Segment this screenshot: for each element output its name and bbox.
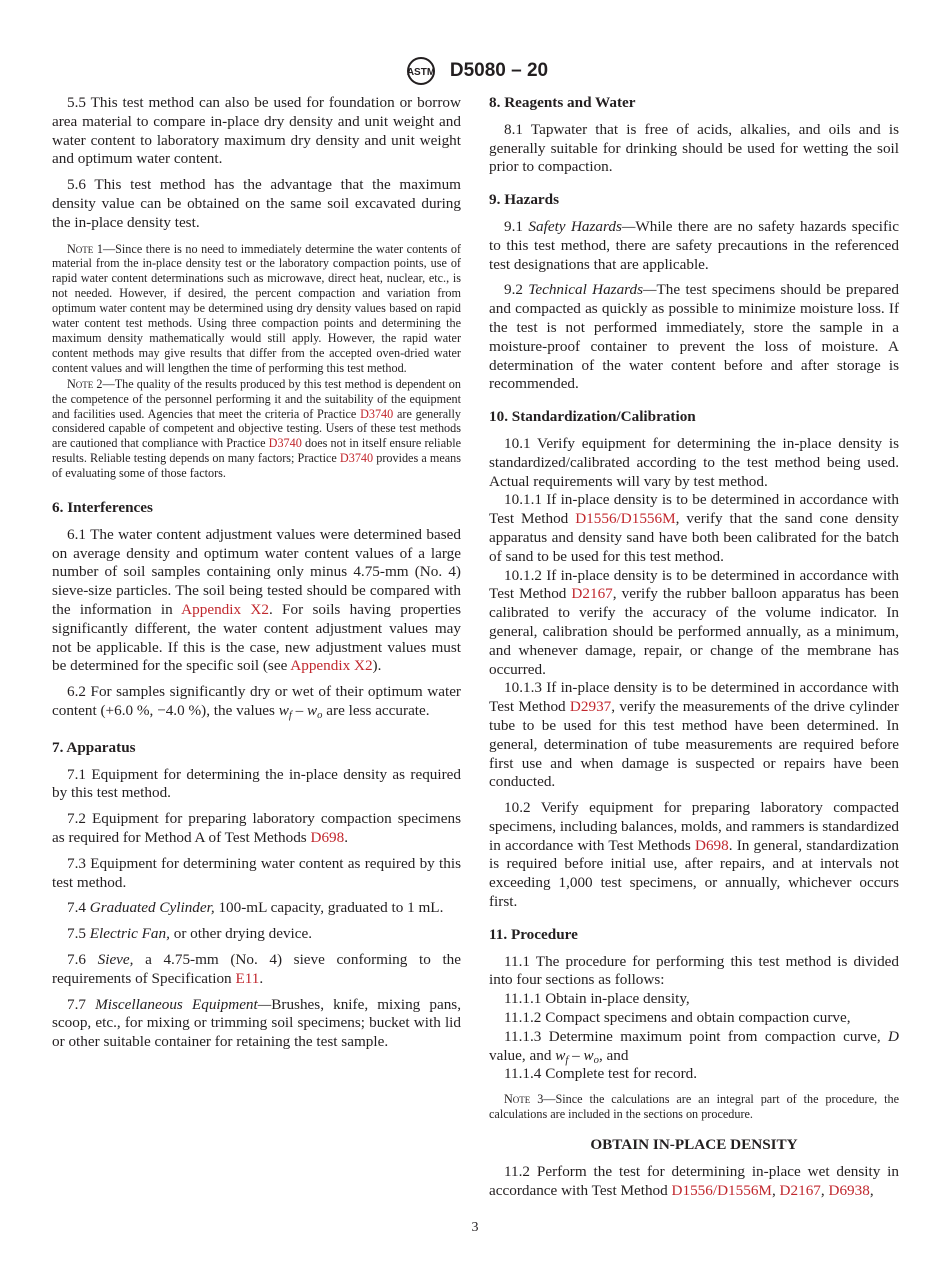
heading-apparatus [52,739,461,758]
text-run: 7.4 [67,899,90,917]
section-8-1 [489,121,899,177]
italic-text: Miscellaneous Equipment— [95,995,272,1013]
text-run: 6. Interferences [52,499,153,517]
reference-link[interactable]: D2167 [779,1181,821,1199]
section-7-5 [52,925,461,944]
italic-text: w [555,1046,566,1064]
subscript: f [565,1054,569,1066]
text-run: does not in itself ensure reliable results. Reliable testing depends on many factors; Practice [52,436,461,466]
text-run: 6.1 The water content adjustment values were determined based on average density and optimum water content values of a large number of soil samples containing only minus 4.75-mm (No. 4) sieve-size particles. The soil being tested should be compared with the information in [52,525,461,619]
reference-link[interactable]: D1556/D1556M [575,510,676,528]
text-run: 11.2 Perform the test for determining in-place wet density in accordance with Test Method [489,1162,899,1199]
text-run: are generally considered capable of competent and objective testing. Users of these test methods are cautioned that compliance with Practice [52,406,462,451]
heading-interferences [52,499,461,518]
reference-link[interactable]: E11 [235,969,260,987]
section-7-3 [52,855,461,893]
section-7-1 [52,766,461,804]
section-11-1-4 [489,1065,899,1084]
italic-text: w [278,702,289,720]
reference-link[interactable]: D3740 [339,451,374,466]
subscript: o [593,1054,599,1066]
reference-link[interactable]: D698 [694,836,729,854]
text-run: , and [598,1046,629,1064]
note-3 [489,1092,899,1122]
text-run: 10.1.3 If in-place density is to be determined in accordance with Test Method [489,679,899,716]
text-run: 11.1 The procedure for performing this test method is divided into four sections as follows: [489,952,899,989]
text-run: 10.1.2 If in-place density is to be determined in accordance with Test Method [489,566,899,603]
section-9-2 [489,281,899,394]
svg-text:ASTM: ASTM [406,67,436,78]
text-run: 7. Apparatus [52,738,136,756]
text-run: . For soils having properties significantly different, the water content adjustment values may not be applicable. If this is the case, new adjustment values must be determined for the specific soil (see [52,601,462,675]
text-run: 6.2 For samples significantly dry or wet of their optimum water content (+6.0 %, −4.0 %), the values [52,683,461,720]
right-column [489,94,899,1200]
section-10-2 [489,799,899,912]
text-run: 9.2 [504,281,529,299]
section-10-1-1 [489,491,899,566]
heading-obtain-in-place-density [489,1136,899,1155]
section-10-1 [489,435,899,491]
text-run: 11.1.1 Obtain in-place density, [504,990,690,1008]
reference-link[interactable]: D698 [310,829,345,847]
text-run: 11. Procedure [489,925,578,943]
text-run: , verify that the sand cone density apparatus and density sand have both been calibrated for the batch of sand to be used for this test method. [489,510,899,565]
italic-text: D [888,1027,899,1045]
text-run: , verify the rubber balloon apparatus has been calibrated to verify the accuracy of the volume indicator. In general, calibration should be performed annually, as a minimum, and whenever damage, repair, or change of the membrane has occurred. [489,585,899,678]
section-10-1-3 [489,679,899,792]
section-7-4 [52,899,461,918]
text-run: , [771,1181,780,1199]
note-label: Note [67,241,94,256]
text-run: While there are no safety hazards specific to this test method, there are safety precautions in the referenced test designations that are applicable. [489,217,900,273]
section-6-1 [52,526,461,676]
section-11-2 [489,1163,899,1201]
reference-link[interactable]: Appendix X2 [290,657,373,675]
section-11-1-3 [489,1028,899,1066]
text-run: 10.1.1 If in-place density is to be determined in accordance with Test Method [489,491,899,528]
text-run: 7.3 Equipment for determining water content as required by this test method. [52,854,461,891]
astm-logo-icon [402,56,440,86]
section-7-7 [52,996,461,1052]
text-run: – [291,702,308,720]
section-7-6 [52,951,461,989]
section-5-5 [52,94,461,169]
text-run: 5.6 This test method has the advantage that the maximum density value can be obtained on the same soil excavated during the in-place density test. [52,176,461,231]
section-10-1-2 [489,567,899,680]
heading-hazards [489,191,899,210]
reference-link[interactable]: D1556/D1556M [671,1181,772,1199]
text-run: The test specimens should be prepared and compacted as quickly as possible to minimize moisture loss. If the test is not performed immediately, store the sample in a moisture-proof container to prevent the loss of moisture. A determination of the water content before and after storage is recommended. [489,281,899,393]
section-7-2 [52,810,461,848]
left-column [52,94,461,1052]
text-run: 7.2 Equipment for preparing laboratory compaction specimens as required for Method A of Test Methods [52,810,461,847]
text-run: 7.6 [67,951,98,969]
italic-text: Graduated Cylinder, [89,899,215,917]
text-run: 10.2 Verify equipment for preparing laboratory compacted specimens, including balances, molds, and rammers is standardized in accordance with Test Methods [489,799,899,854]
text-run: 11.1.2 Compact specimens and obtain compaction curve, [504,1009,851,1027]
text-run: a 4.75-mm (No. 4) sieve conforming to the requirements of Specification [52,951,461,987]
text-run: 3—Since the calculations are an integral part of the procedure, the calculations are included in the sections on procedure. [489,1092,899,1122]
subscript: f [288,710,292,722]
text-run: , [869,1181,874,1199]
section-11-1-2 [489,1009,899,1028]
note-label: Note [504,1092,531,1107]
note-1 [52,242,461,376]
text-run: OBTAIN IN-PLACE DENSITY [590,1136,798,1154]
text-run: . [259,969,264,987]
reference-link[interactable]: D3740 [268,436,302,451]
text-run: – [568,1046,584,1064]
subscript: o [317,710,323,722]
text-run: 8.1 Tapwater that is free of acids, alkalies, and oils and is generally suitable for drinking should be used for wetting the soil prior to compaction. [489,120,899,176]
text-run: 7.5 [67,925,90,943]
page-number: 3 [471,1220,479,1235]
text-run: 10.1 Verify equipment for determining the in-place density is standardized/calibrated according to the test method being used. Actual requirements will vary by test method. [489,434,899,490]
italic-text: Electric Fan, [89,925,170,943]
text-run: . In general, standardization is required before initial use, after repairs, and at intervals not exceeding 1,000 test specimens, or annually, whichever occurs first. [489,836,899,911]
text-run: or other drying device. [169,925,313,943]
section-9-1 [489,218,899,274]
text-run: 7.1 Equipment for determining the in-place density as required by this test method. [52,765,461,802]
heading-reagents [489,94,899,113]
reference-link[interactable]: D3740 [360,406,394,421]
heading-standardization [489,408,899,427]
reference-link[interactable]: D2937 [569,698,612,716]
text-run: 8. Reagents and Water [489,94,636,111]
text-run: 100-mL capacity, graduated to 1 mL. [214,899,444,917]
reference-link[interactable]: Appendix X2 [181,601,269,619]
section-6-2 [52,683,461,721]
text-run: 9. Hazards [489,191,560,209]
text-run: 9.1 [504,217,529,235]
text-run: 5.5 This test method can also be used for foundation or borrow area material to compare in-place dry density and unit weight and water content to laboratory maximum dry density and unit weight and optimum water content. [52,94,461,168]
text-run: 11.1.4 Complete test for record. [504,1065,698,1083]
section-5-6 [52,176,461,232]
text-run: , verify the measurements of the drive cylinder tube to be used for this test method have been determined. In general, determination of tube measurements are required before first use and when damage is suspected or repairs have been conducted. [489,698,899,791]
italic-text: Sieve, [97,951,134,969]
page-header [0,56,950,86]
italic-text: w [307,702,318,720]
italic-text: Technical Hazards— [528,281,657,299]
note-2 [52,377,461,481]
document-id: D5080 – 20 [449,60,549,81]
text-run: 1—Since there is no need to immediately determine the water contents of material from the in-place density test or the laboratory compaction points, use of rapid water content determinations such as microwave, direct heat, nuclear, etc., is not needed. However, if desired, the percent compaction and variation from optimum water content may be determined using dry density values based on rapid water content test methods. Using three compaction points and determining the maximum density mathematically would still apply. However, the rapid water content methods may give results that differ from the accepted oven-dried water content values and will lengthen the time of performing this test method. [52,241,461,375]
text-run: 10. Standardization/Calibration [489,408,696,426]
text-run: value, and [489,1046,556,1064]
text-run: are less accurate. [322,702,430,720]
reference-link[interactable]: D6938 [828,1181,870,1199]
text-run: , [820,1181,829,1199]
text-run: 7.7 [67,995,96,1013]
heading-procedure [489,926,899,945]
italic-text: Safety Hazards— [528,217,636,235]
text-run: 11.1.3 Determine maximum point from compaction curve, [504,1027,889,1045]
section-11-1 [489,953,899,991]
note-label: Note [67,376,94,391]
section-11-1-1 [489,990,899,1009]
text-run: ). [372,657,382,675]
italic-text: w [583,1046,594,1064]
text-run: . [344,829,349,847]
text-run: 2—The quality of the results produced by this test method is dependent on the competence of the personnel performing it and the suitability of the equipment and facilities used. Agencies that meet the criteria of Practice [52,376,461,421]
text-run: Brushes, knife, mixing pans, scoop, etc., for mixing or trimming soil specimens; bucket with lid or other suitable container for retaining the test sample. [52,995,462,1051]
text-run: provides a means of evaluating some of those factors. [52,451,461,481]
reference-link[interactable]: D2167 [571,585,613,603]
